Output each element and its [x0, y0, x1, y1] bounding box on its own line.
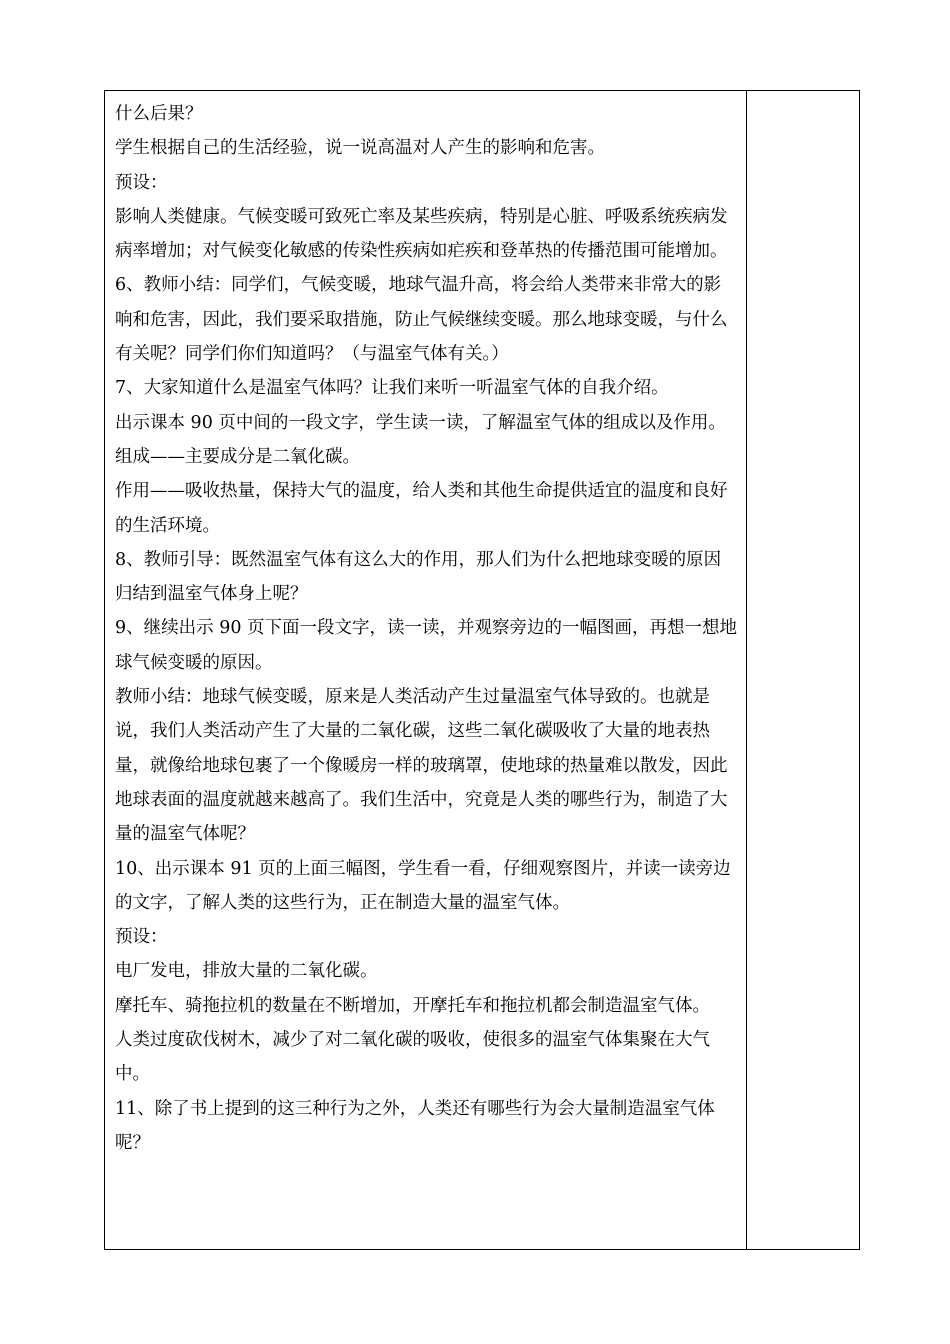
paragraph: 影响人类健康。气候变暖可致死亡率及某些疾病，特别是心脏、呼吸系统疾病发病率增加；对气候变化敏感的传染性疾病如疟疾和登革热的传播范围可能增加。 — [115, 206, 728, 262]
paragraph: 预设： — [115, 172, 168, 193]
paragraph: 10、出示课本 91 页的上面三幅图，学生看一看，仔细观察图片，并读一读旁边的文字，了解人类的这些行为，正在制造大量的温室气体。 — [115, 858, 731, 913]
paragraph: 7、大家知道什么是温室气体吗？让我们来听一听温室气体的自我介绍。 — [115, 378, 669, 399]
paragraph: 组成——主要成分是二氧化碳。 — [115, 446, 360, 467]
paragraph: 电厂发电，排放大量的二氧化碳。 — [115, 961, 378, 982]
paragraph: 6、教师小结：同学们，气候变暖，地球气温升高，将会给人类带来非常大的影响和危害，因此，我们要采取措施，防止气候继续变暖。那么地球变暖，与什么有关呢？同学们你们知道吗？（与温室气体有关。） — [115, 275, 728, 365]
paragraph: 出示课本 90 页中间的一段文字，学生读一读，了解温室气体的组成以及作用。 — [115, 412, 726, 433]
lesson-content-cell — [105, 91, 747, 1249]
paragraph: 11、除了书上提到的这三种行为之外，人类还有哪些行为会大量制造温室气体呢？ — [115, 1098, 715, 1153]
paragraph: 什么后果？ — [115, 104, 203, 124]
paragraph: 人类过度砍伐树木，减少了对二氧化碳的吸收，使很多的温室气体集聚在大气中。 — [115, 1030, 710, 1085]
paragraph: 学生根据自己的生活经验，说一说高温对人产生的影响和危害。 — [115, 138, 605, 159]
paragraph: 教师小结：地球气候变暖，原来是人类活动产生过量温室气体导致的。也就是说，我们人类活动产生了大量的二氧化碳，这些二氧化碳吸收了大量的地表热量，就像给地球包裹了一个像暖房一样的玻璃罩，使地球的热量难以散发，因此地球表面的温度就越来越高了。我们生活中，究竟是人类的哪些行为，制造了大量的温室气体呢？ — [115, 687, 728, 845]
paragraph: 摩托车、骑拖拉机的数量在不断增加，开摩托车和拖拉机都会制造温室气体。 — [115, 995, 710, 1016]
lesson-table — [104, 90, 860, 1250]
paragraph: 作用——吸收热量，保持大气的温度，给人类和其他生命提供适宜的温度和良好的生活环境。 — [115, 481, 728, 536]
paragraph: 9、继续出示 90 页下面一段文字，读一读，并观察旁边的一幅图画，再想一想地球气候变暖的原因。 — [115, 618, 738, 673]
paragraph: 预设： — [115, 927, 168, 948]
paragraph: 8、教师引导：既然温室气体有这么大的作用，那人们为什么把地球变暖的原因归结到温室气体身上呢？ — [115, 549, 722, 605]
notes-cell — [747, 91, 859, 1249]
